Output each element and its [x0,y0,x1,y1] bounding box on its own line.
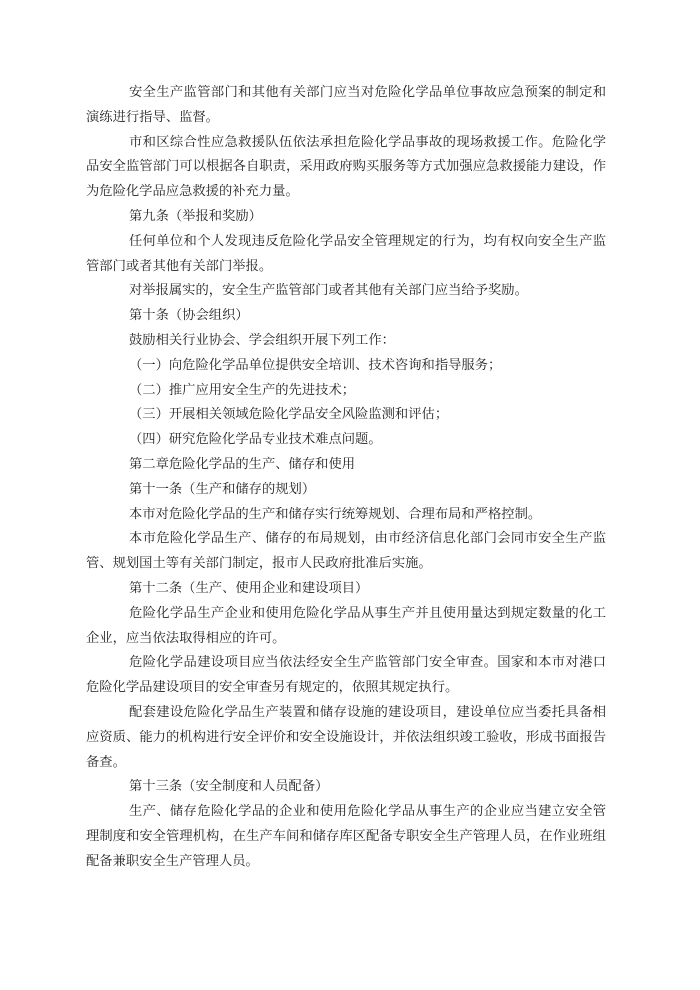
paragraph: 本市对危险化学品的生产和储存实行统筹规划、合理布局和严格控制。 [129,505,542,521]
article-heading: 第十条（协会组织） [129,307,249,323]
list-item: （三）开展相关领域危险化学品安全风险监测和评估； [129,406,449,422]
paragraph: 本市危险化学品生产、储存的布局规划，由市经济信息化部门会同市安全生产监管、规划国土等有关部门制定，报市人民政府批准后实施。 [86,530,606,571]
list-item: （二）推广应用安全生产的先进技术； [129,381,356,397]
paragraph: 对举报属实的，安全生产监管部门或者其他有关部门应当给予奖励。 [129,282,528,298]
paragraph: 市和区综合性应急救援队伍依法承担危险化学品事故的现场救援工作。危险化学品安全监管部门可以根据各自职责，采用政府购买服务等方式加强应急救援能力建设，作为危险化学品应急救援的补充力量。 [86,133,606,199]
list-item: （一）向危险化学品单位提供安全培训、技术咨询和指导服务； [129,356,502,372]
article-heading: 第十二条（生产、使用企业和建设项目） [129,579,369,595]
article-heading: 第九条（举报和奖励） [129,207,262,223]
document-body [86,80,606,874]
chapter-heading: 第二章危险化学品的生产、储存和使用 [129,455,356,471]
paragraph: 生产、储存危险化学品的企业和使用危险化学品从事生产的企业应当建立安全管理制度和安全管理机构，在生产车间和储存库区配备专职安全生产管理人员，在作业班组配备兼职安全生产管理人员。 [86,803,606,868]
paragraph: 危险化学品建设项目应当依法经安全生产监管部门安全审查。国家和本市对港口危险化学品建设项目的安全审查另有规定的，依照其规定执行。 [86,654,606,695]
paragraph: 配套建设危险化学品生产装置和储存设施的建设项目，建设单位应当委托具备相应资质、能力的机构进行安全评价和安全设施设计，并依法组织竣工验收，形成书面报告备查。 [86,703,606,769]
article-heading: 第十三条（安全制度和人员配备） [129,778,329,794]
list-item: （四）研究危险化学品专业技术难点问题。 [129,431,382,447]
paragraph: 鼓励相关行业协会、学会组织开展下列工作： [129,331,395,347]
paragraph: 任何单位和个人发现违反危险化学品安全管理规定的行为，均有权向安全生产监管部门或者其他有关部门举报。 [86,232,606,273]
paragraph: 安全生产监管部门和其他有关部门应当对危险化学品单位事故应急预案的制定和演练进行指导、监督。 [86,84,606,124]
article-heading: 第十一条（生产和储存的规划） [129,480,316,496]
paragraph: 危险化学品生产企业和使用危险化学品从事生产并且使用量达到规定数量的化工企业，应当依法取得相应的许可。 [86,604,606,645]
